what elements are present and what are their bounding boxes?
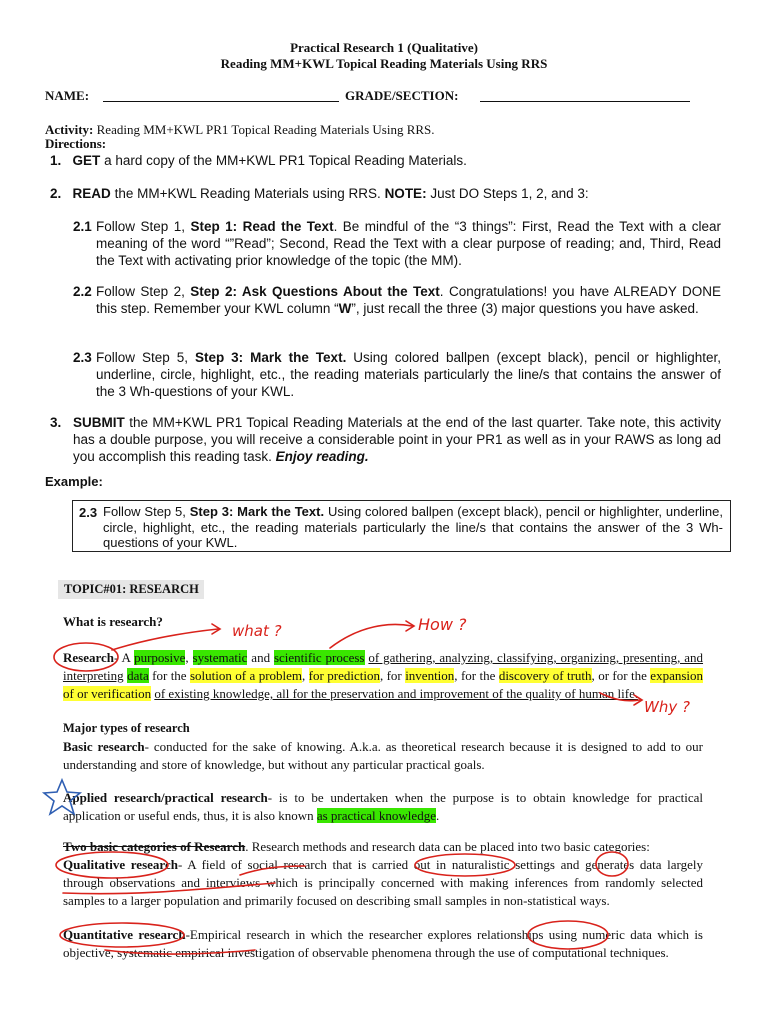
applied-research-text: - is to be undertaken when the purpose is to obtain knowledge for practical application or useful ends, thus, it is also known xyxy=(63,790,703,823)
arrow-how xyxy=(330,625,412,648)
research-def-part: of gathering, analyzing, classifying, organizing, presenting, and interpreting xyxy=(63,650,704,683)
example-number: 2.3 xyxy=(79,505,98,520)
research-def-part: for the xyxy=(152,668,187,683)
research-def-part: , for the xyxy=(454,668,496,683)
step-2-2-w: W xyxy=(338,301,352,316)
qualitative-paragraph xyxy=(63,856,703,910)
step-3-number: 3. xyxy=(50,415,62,430)
applied-research-paragraph xyxy=(63,789,703,825)
example-text xyxy=(103,504,723,551)
research-def-part: , or for the xyxy=(591,668,647,683)
doc-title-line1: Practical Research 1 (Qualitative) xyxy=(290,40,478,55)
step-3-enjoy: Enjoy reading. xyxy=(275,449,369,464)
directions-label: Directions: xyxy=(45,136,107,151)
research-def-part: , for xyxy=(379,668,402,683)
major-types-heading: Major types of research xyxy=(63,721,190,735)
annotation-what: what ? xyxy=(232,622,282,640)
research-term: Research xyxy=(63,650,115,665)
step-1-number: 1. xyxy=(50,153,62,168)
step-2-3-step-title: Step 3: Mark the Text. xyxy=(194,350,347,365)
arrowhead-what xyxy=(212,624,220,634)
activity-text: Reading MM+KWL PR1 Topical Reading Materials Using RRS. xyxy=(96,122,435,137)
step-2-1 xyxy=(96,218,721,269)
highlight-discovery: discovery of truth xyxy=(498,668,592,683)
name-field-line[interactable] xyxy=(103,101,339,102)
step-3-verb: SUBMIT xyxy=(73,415,125,430)
annotation-why: Why ? xyxy=(644,698,690,716)
arrowhead-how xyxy=(406,621,414,631)
highlight-prediction: for prediction xyxy=(308,668,380,683)
example-intro: Follow Step 5, xyxy=(103,504,186,519)
highlight-practical-knowledge: as practical knowledge xyxy=(316,808,436,823)
qualitative-term: Qualitative research xyxy=(63,857,178,872)
two-categories-term: Two basic categories of Research xyxy=(63,839,246,854)
highlight-systematic: systematic xyxy=(192,650,248,665)
research-def-part: , xyxy=(185,650,189,665)
step-2-1-number: 2.1 xyxy=(73,219,92,234)
highlight-data: data xyxy=(127,668,149,683)
arrow-what xyxy=(112,629,218,650)
quantitative-text: -Empirical research in which the researcher explores relationships using numeric data which is objective, systematic empirical investigation of observable phenomena through the use of computational techniques. xyxy=(63,927,703,960)
research-def-part: , xyxy=(302,668,306,683)
research-def-part: - A xyxy=(114,650,131,665)
highlight-scientific-process: scientific process xyxy=(273,650,365,665)
example-step-title: Step 3: Mark the Text. xyxy=(189,504,325,519)
step-2-text: the MM+KWL Reading Materials using RRS. xyxy=(114,186,381,201)
step-3-text: the MM+KWL PR1 Topical Reading Materials at the end of the last quarter. Take note, this activity has a double purpose, you will receive a considerable point in your PR1 as well as in your RAWS as long ad you accomplish this reading task. xyxy=(73,415,721,464)
step-2-3-number: 2.3 xyxy=(73,350,92,365)
what-is-research-heading: What is research? xyxy=(63,614,163,629)
step-1-verb: GET xyxy=(72,153,101,168)
two-categories-text: . Research methods and research data can be placed into two basic categories: xyxy=(245,839,650,854)
step-2-2-intro: Follow Step 2, xyxy=(96,284,185,299)
applied-research-end: . xyxy=(435,808,440,823)
doc-title-line2: Reading MM+KWL Topical Reading Materials Using RRS xyxy=(220,56,548,71)
step-2-note-label: NOTE: xyxy=(384,186,427,201)
basic-research-term: Basic research xyxy=(63,739,145,754)
research-def-part: and xyxy=(251,650,271,665)
applied-research-term: Applied research/practical research xyxy=(63,790,268,805)
step-2-number: 2. xyxy=(50,186,62,201)
topic-banner: TOPIC#01: RESEARCH xyxy=(58,580,204,599)
step-3 xyxy=(73,414,721,465)
step-1 xyxy=(50,152,730,169)
step-2-1-step-title: Step 1: Read the Text xyxy=(190,219,334,234)
grade-section-field-line[interactable] xyxy=(480,101,690,102)
step-2-2-text-end: ”, just recall the three (3) major questions you have asked. xyxy=(351,301,699,316)
highlight-purposive: purposive xyxy=(134,650,186,665)
step-2-1-intro: Follow Step 1, xyxy=(96,219,185,234)
research-definition xyxy=(63,649,703,703)
qualitative-text: - A field of social research that is carried out in naturalistic settings and generates data largely through observations and interviews which is principally concerned with making inferences from randomly selected samples to a larger population and primarily focused on describing small samples in non-statistical ways. xyxy=(63,857,703,908)
step-1-text: a hard copy of the MM+KWL PR1 Topical Reading Materials. xyxy=(104,153,467,168)
step-2-2 xyxy=(96,283,721,317)
basic-research-text: - conducted for the sake of knowing. A.k.a. as theoretical research because it is designed to add to our understanding and store of knowledge, but without any particular practical goals. xyxy=(63,739,703,772)
grade-section-label: GRADE/SECTION: xyxy=(345,88,459,103)
highlight-expansion: expansion of or verification xyxy=(63,668,704,701)
step-2 xyxy=(50,185,730,202)
step-2-2-number: 2.2 xyxy=(73,284,92,299)
example-body: Using colored ballpen (except black), pencil or highlighter, underline, circle, highlight, etc., the reading materials particularly the line/s that contains the answer of the 3 Wh-questions of your KWL. xyxy=(103,504,723,550)
highlight-solution: solution of a problem xyxy=(189,668,303,683)
step-2-3-text: Using colored ballpen (except black), pencil or highlighter, underline, circle, highlight, etc., the reading materials particularly the line/s that contains the answer of the 3 Wh-questions of your KWL. xyxy=(96,350,721,399)
research-def-part: of existing knowledge, all for the preservation and improvement of the quality of human life. xyxy=(154,686,639,701)
quantitative-term: Quantitative research xyxy=(63,927,186,942)
step-2-3 xyxy=(96,349,721,400)
activity-label: Activity: xyxy=(45,122,94,137)
highlight-invention: invention xyxy=(405,668,455,683)
step-2-1-text: . Be mindful of the “3 things”: First, Read the Text with a clear meaning of the word “”Read”; Second, Read the Text with a clear purpose of reading; and, Third, Read the Text with activating prior knowledge of the topic (the MM). xyxy=(96,219,721,268)
step-2-3-intro: Follow Step 5, xyxy=(96,350,188,365)
step-2-note-text: Just DO Steps 1, 2, and 3: xyxy=(430,186,589,201)
name-label: NAME: xyxy=(45,88,90,103)
example-label: Example: xyxy=(45,474,103,489)
two-categories-line xyxy=(63,838,703,856)
basic-research-paragraph xyxy=(63,738,703,774)
step-2-2-step-title: Step 2: Ask Questions About the Text xyxy=(190,284,440,299)
example-box xyxy=(72,500,731,552)
annotation-how: How ? xyxy=(418,615,467,634)
step-2-2-text: . Congratulations! you have ALREADY DONE this step. Remember your KWL column “ xyxy=(96,284,721,316)
quantitative-paragraph xyxy=(63,926,703,962)
step-2-verb: READ xyxy=(72,186,111,201)
